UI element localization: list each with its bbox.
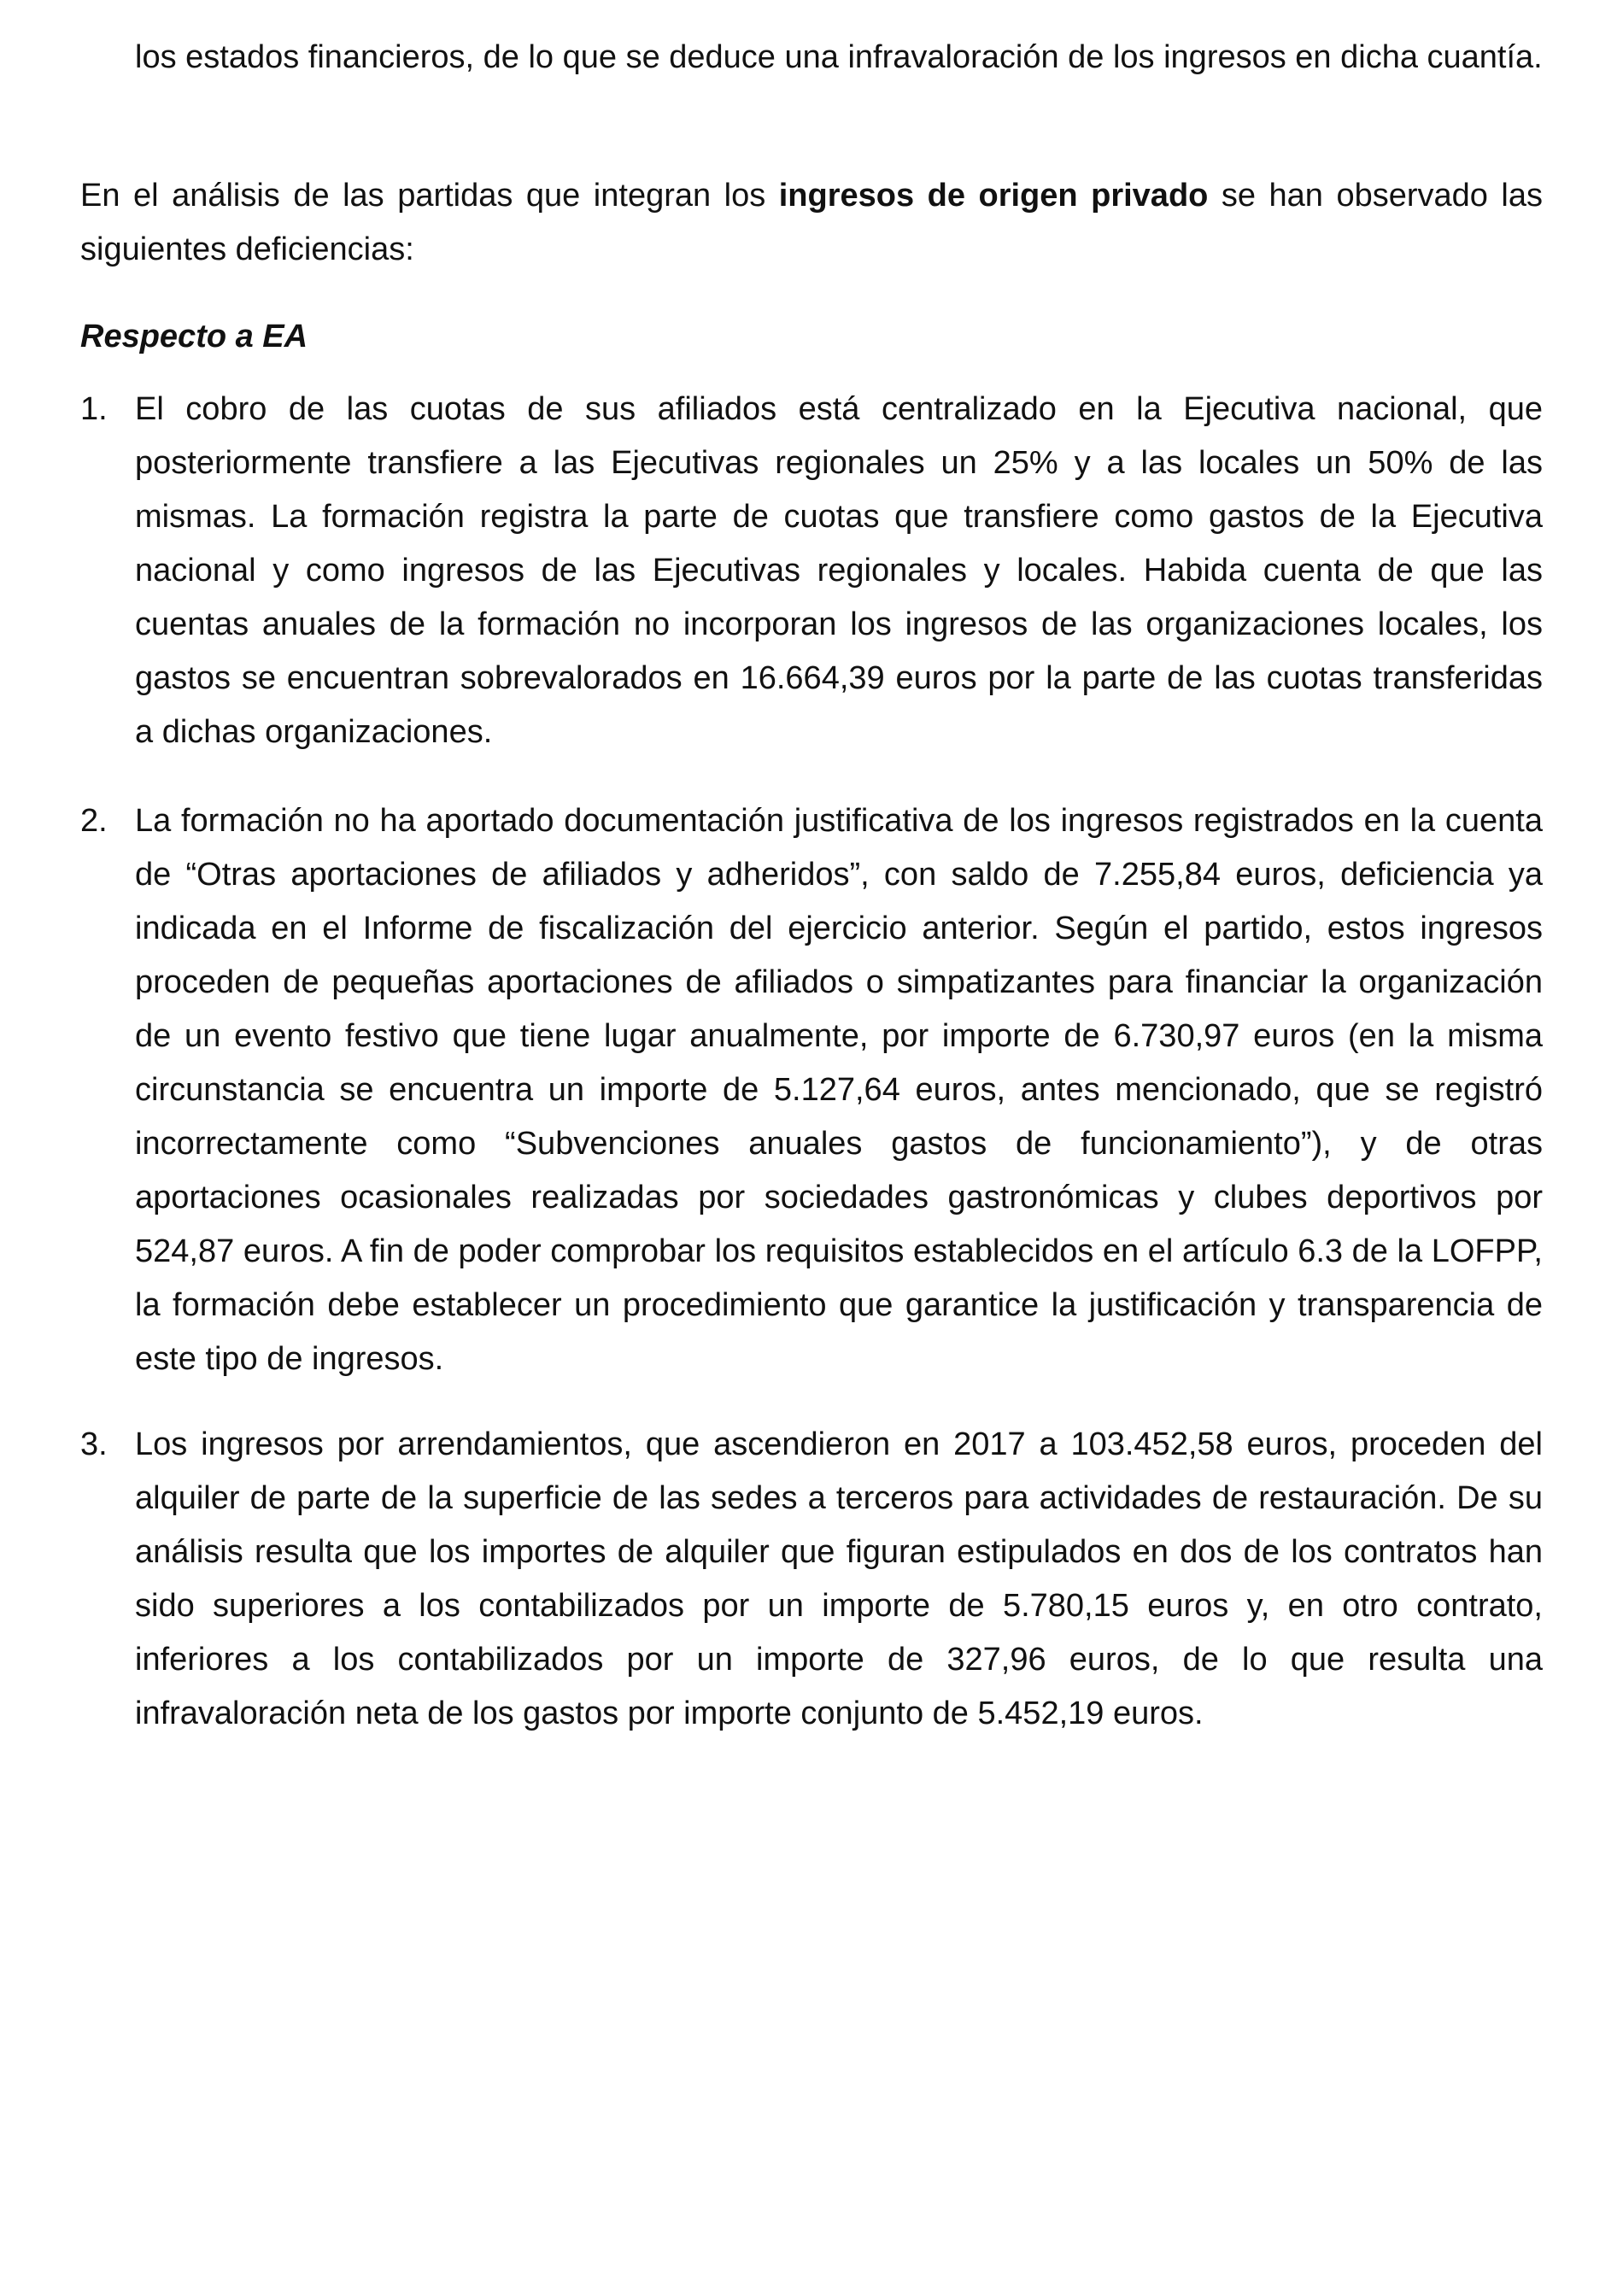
- list-item: [80, 794, 1543, 1386]
- intro-text-end: se han observado las siguientes deficiencias:: [80, 178, 1543, 267]
- intro-text-start: En el análisis de las partidas que integran los: [80, 178, 779, 214]
- list-item-number: 1.: [80, 391, 108, 427]
- list-item-text: La formación no ha aportado documentación justificativa de los ingresos registrados en la cuenta de “Otras aportaciones de afiliados y adheridos”, con saldo de 7.255,84 euros, deficiencia ya indicada en el Informe de fiscalización del ejercicio anterior. Según el partido, estos ingresos proceden de pequeñas aportaciones de afiliados o simpatizantes para financiar la organización de un evento festivo que tiene lugar anualmente, por importe de 6.730,97 euros (en la misma circunstancia se encuentra un importe de 5.127,64 euros, antes mencionado, que se registró incorrectamente como “Subvenciones anuales gastos de funcionamiento”), y de otras aportaciones ocasionales realizadas por sociedades gastronómicas y clubes deportivos por 524,87 euros. A fin de poder comprobar los requisitos establecidos en el artículo 6.3 de la LOFPP, la formación debe establecer un procedimiento que garantice la justificación y transparencia de este tipo de ingresos.: [135, 803, 1543, 1377]
- intro-bold-term: ingresos de origen privado: [778, 178, 1209, 214]
- continuation-paragraph: los estados financieros, de lo que se deduce una infravaloración de los ingresos en dicha cuantía.: [135, 39, 1543, 75]
- intro-paragraph: [80, 169, 1543, 277]
- list-item-text: Los ingresos por arrendamientos, que ascendieron en 2017 a 103.452,58 euros, proceden del alquiler de parte de la superficie de las sedes a terceros para actividades de restauración. De su análisis resulta que los importes de alquiler que figuran estipulados en dos de los contratos han sido superiores a los contabilizados por un importe de 5.780,15 euros y, en otro contrato, inferiores a los contabilizados por un importe de 327,96 euros, de lo que resulta una infravaloración neta de los gastos por importe conjunto de 5.452,19 euros.: [135, 1426, 1543, 1731]
- list-item-number: 3.: [80, 1426, 108, 1462]
- section-heading: Respecto a EA: [80, 319, 308, 354]
- list-item-number: 2.: [80, 803, 108, 839]
- list-item: [80, 383, 1543, 759]
- list-item: [80, 1418, 1543, 1741]
- list-item-text: El cobro de las cuotas de sus afiliados está centralizado en la Ejecutiva nacional, que posteriormente transfiere a las Ejecutivas regionales un 25% y a las locales un 50% de las mismas. La formación registra la parte de cuotas que transfiere como gastos de la Ejecutiva nacional y como ingresos de las Ejecutivas regionales y locales. Habida cuenta de que las cuentas anuales de la formación no incorporan los ingresos de las organizaciones locales, los gastos se encuentran sobrevalorados en 16.664,39 euros por la parte de las cuotas transferidas a dichas organizaciones.: [135, 391, 1543, 750]
